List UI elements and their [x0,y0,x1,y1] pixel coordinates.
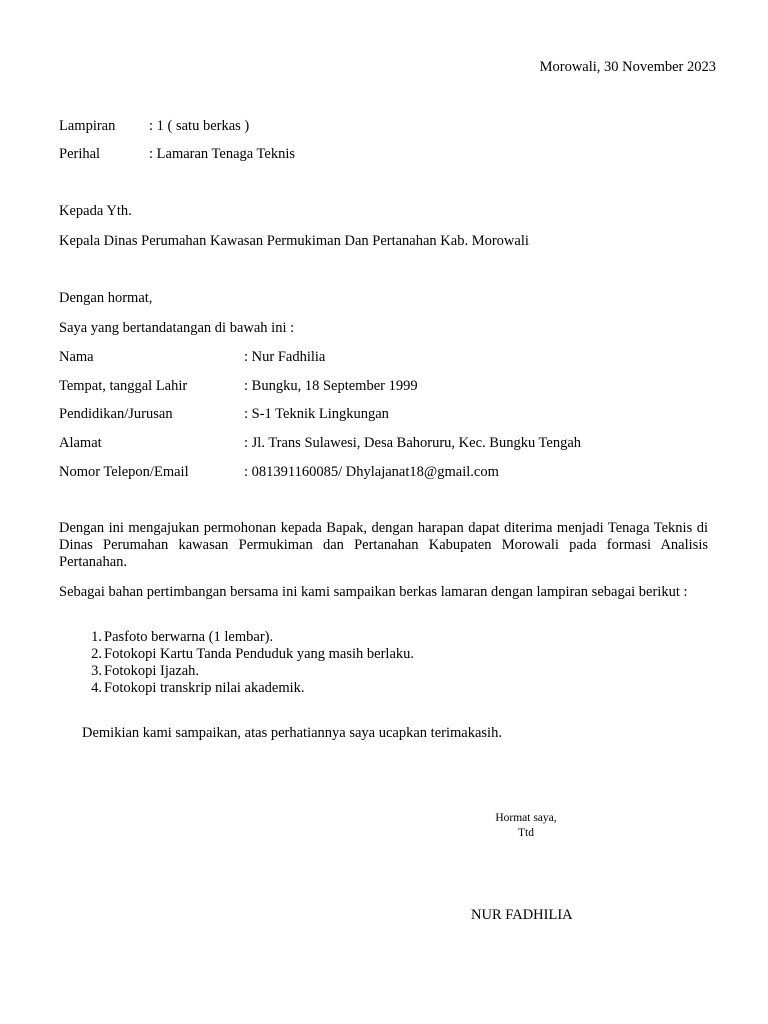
meta-row-lampiran [59,118,249,135]
identity-value: : Nur Fadhilia [244,349,326,365]
signature-ttd: Ttd [518,827,534,839]
body-paragraph-2: Sebagai bahan pertimbangan bersama ini kami sampaikan berkas lamaran dengan lampiran sebagai berikut : [59,584,688,600]
identity-value: : S-1 Teknik Lingkungan [244,406,389,422]
identity-row-kontak [59,464,499,481]
list-number: 4. [91,680,102,696]
recipient-greeting: Kepada Yth. [59,203,132,219]
identity-row-nama [59,349,325,366]
recipient-name: Kepala Dinas Perumahan Kawasan Permukiman Dan Pertanahan Kab. Morowali [59,233,529,249]
list-number: 1. [91,629,102,645]
identity-row-pendidikan [59,406,389,423]
identity-value: : 081391160085/ Dhylajanat18@gmail.com [244,464,499,480]
list-item [59,680,414,697]
body-paragraph-1: Dengan ini mengajukan permohonan kepada Bapak, dengan harapan dapat diterima menjadi Tenaga Teknis di Dinas Perumahan kawasan Permukiman dan Pertanahan Kabupaten Morowali pada formasi Analisis Pertanahan. [59,520,708,570]
closing-text: Demikian kami sampaikan, atas perhatiannya saya ucapkan terimakasih. [82,725,502,741]
identity-label: Pendidikan/Jurusan [59,406,173,422]
list-item [59,646,414,663]
identity-label: Alamat [59,435,102,451]
identity-label: Nomor Telepon/Email [59,464,189,480]
meta-row-perihal [59,146,295,163]
meta-value: : 1 ( satu berkas ) [149,118,250,134]
list-number: 3. [91,663,102,679]
identity-value: : Bungku, 18 September 1999 [244,378,418,394]
identity-value: : Jl. Trans Sulawesi, Desa Bahoruru, Kec. Bungku Tengah [244,435,582,451]
meta-label: Perihal [59,146,101,162]
identity-row-alamat [59,435,581,452]
identity-label: Nama [59,349,94,365]
list-text: Fotokopi Kartu Tanda Penduduk yang masih berlaku. [104,646,415,662]
list-text: Pasfoto berwarna (1 lembar). [104,629,274,645]
signature-name: NUR FADHILIA [471,907,573,923]
meta-label: Lampiran [59,118,116,134]
attachment-list [59,629,414,697]
place-date: Morowali, 30 November 2023 [539,59,716,75]
identity-label: Tempat, tanggal Lahir [59,378,188,394]
list-item [59,629,414,646]
list-number: 2. [91,646,102,662]
list-item [59,663,414,680]
meta-value: : Lamaran Tenaga Teknis [149,146,296,162]
intro-text: Saya yang bertandatangan di bawah ini : [59,320,295,336]
list-text: Fotokopi Ijazah. [104,663,200,679]
list-text: Fotokopi transkrip nilai akademik. [104,680,305,696]
identity-row-ttl [59,378,418,395]
signature-greeting: Hormat saya, [495,812,557,824]
salutation: Dengan hormat, [59,290,153,306]
